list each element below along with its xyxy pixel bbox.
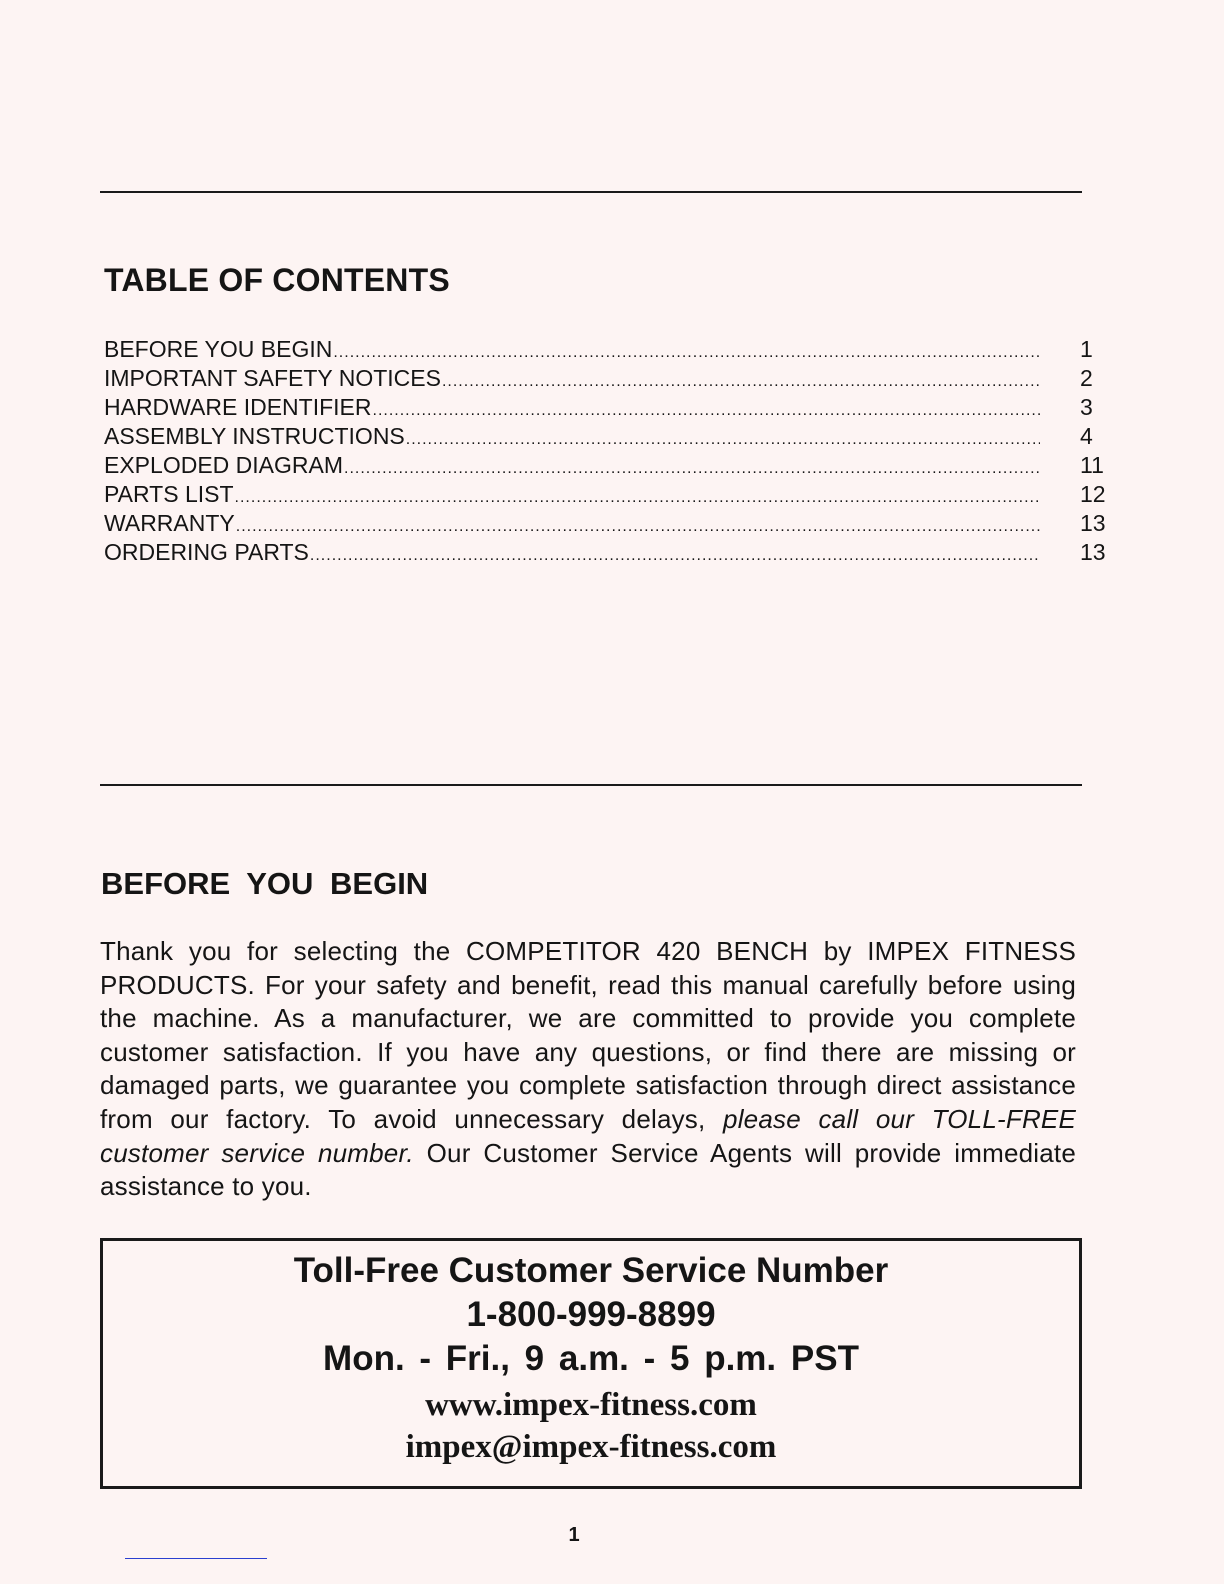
intro-italic-text: please call our TOLL-FREE customer service number. xyxy=(100,1103,1077,1168)
toc-dot-leader xyxy=(236,512,1040,541)
toc-entry-label[interactable]: PARTS LIST xyxy=(104,481,234,507)
email-line xyxy=(103,1429,1079,1466)
toc-entry-label[interactable]: ASSEMBLY INSTRUCTIONS xyxy=(104,423,405,449)
toc-entry-page: 12 xyxy=(1080,481,1106,507)
toc-entry-page: 2 xyxy=(1080,365,1093,391)
toc-entry-ordering-parts[interactable] xyxy=(104,538,1114,567)
service-phone-number: 1-800-999-8899 xyxy=(466,1295,716,1334)
email-link[interactable]: impex@impex-fitness.com xyxy=(405,1429,777,1465)
toc-dot-leader xyxy=(406,425,1040,454)
toc-entry-before-you-begin[interactable] xyxy=(104,335,1114,364)
toc-entry-label[interactable]: WARRANTY xyxy=(104,510,235,536)
toc-dot-leader xyxy=(344,454,1040,483)
intro-text: Thank you for selecting the COMPETITOR 420 BENCH by IMPEX FITNESS PRODUCTS. For your safety and benefit, read this manual carefully before using the machine. As a manufacturer, we are committed to provide you complete customer satisfaction. If you have any questions, or find there are missing or damaged parts, we guarantee you complete satisfaction through direct assistance from our factory. To avoid unnecessary delays, xyxy=(100,936,1076,1134)
toc-entry-exploded-diagram[interactable] xyxy=(104,451,1114,480)
toc-entry-hardware-identifier[interactable] xyxy=(104,393,1114,422)
toc-entry-label[interactable]: HARDWARE IDENTIFIER xyxy=(104,394,372,420)
toc-dot-leader xyxy=(373,396,1041,425)
website-line xyxy=(103,1387,1079,1424)
toc-dot-leader xyxy=(310,541,1040,570)
top-divider xyxy=(100,191,1082,193)
toc-entry-parts-list[interactable] xyxy=(104,480,1114,509)
toc-entry-label[interactable]: BEFORE YOU BEGIN xyxy=(104,336,333,362)
toc-entry-page: 1 xyxy=(1080,336,1093,362)
toc-dot-leader xyxy=(235,483,1040,512)
toc-entry-page: 4 xyxy=(1080,423,1093,449)
toc-entry-label[interactable]: ORDERING PARTS xyxy=(104,539,309,565)
page-number: 1 xyxy=(568,1524,580,1546)
website-link[interactable]: www.impex-fitness.com xyxy=(425,1387,757,1423)
toc-entry-page: 13 xyxy=(1080,539,1106,565)
toc-entry-page: 11 xyxy=(1080,452,1104,478)
service-box-title: Toll-Free Customer Service Number xyxy=(293,1251,889,1290)
toc-entry-important-safety-notices[interactable] xyxy=(104,364,1114,393)
section-divider xyxy=(100,784,1082,786)
toc-entry-page: 3 xyxy=(1080,394,1093,420)
intro-text-end: Our Customer Service Agents will provide immediate assistance to you. xyxy=(100,1137,1077,1202)
customer-service-box xyxy=(100,1238,1082,1489)
toc-entry-label[interactable]: IMPORTANT SAFETY NOTICES xyxy=(104,365,441,391)
toc-dot-leader xyxy=(333,338,1040,367)
service-hours: Mon. - Fri., 9 a.m. - 5 p.m. PST xyxy=(323,1339,859,1378)
toc-entry-page: 13 xyxy=(1080,510,1106,536)
before-you-begin-heading: BEFORE YOU BEGIN xyxy=(101,866,429,901)
toc-title: TABLE OF CONTENTS xyxy=(104,262,450,298)
table-of-contents xyxy=(104,335,1114,567)
intro-paragraph xyxy=(100,935,1076,1204)
toc-dot-leader xyxy=(442,367,1040,396)
toc-entry-assembly-instructions[interactable] xyxy=(104,422,1114,451)
toc-entry-label[interactable]: EXPLODED DIAGRAM xyxy=(104,452,343,478)
toc-entry-warranty[interactable] xyxy=(104,509,1114,538)
footer-underline xyxy=(125,1558,267,1559)
